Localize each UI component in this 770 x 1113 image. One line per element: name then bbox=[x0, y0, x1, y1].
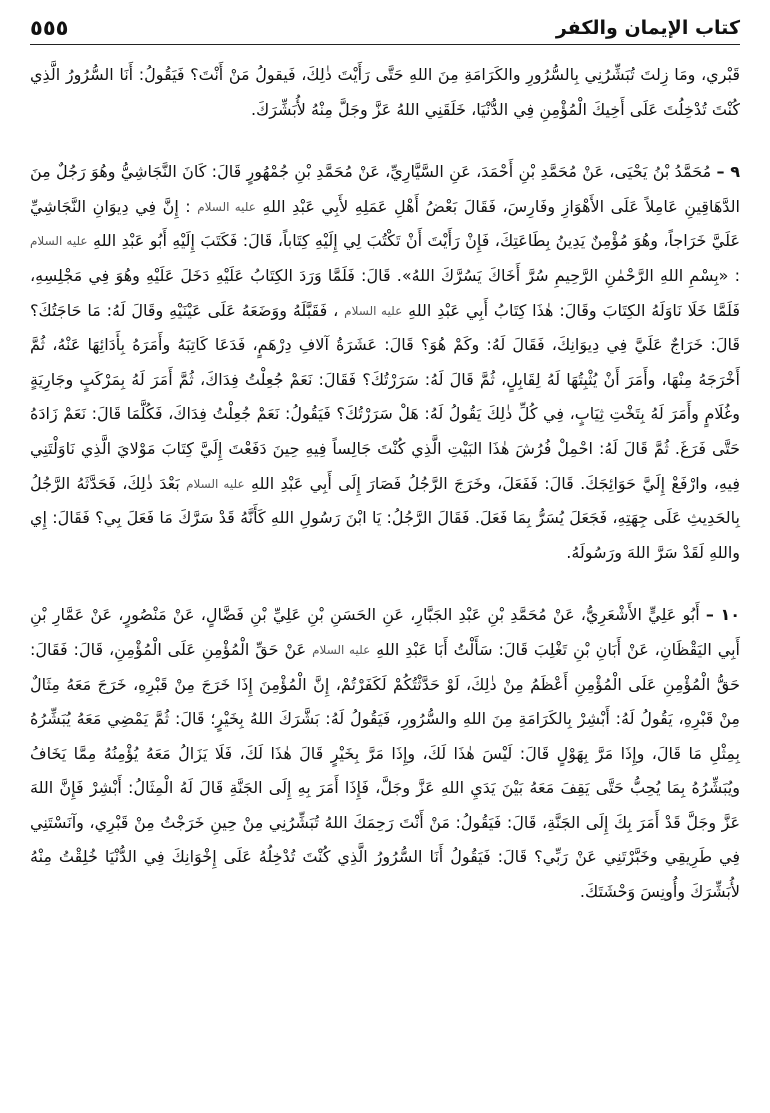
paragraph-text: مُحَمَّدُ بْنُ يَحْيَى، عَنْ مُحَمَّدِ بْنِ أَحْمَدَ، عَنِ السَّيَّارِيِّ، عَنْ مُحَمَّدِ بْنِ جُمْهُورٍ قَالَ: كَانَ النَّجَاشِيُّ وهُوَ رَجُلٌ مِنَ الدَّهَاقِينِ عَامِلاً عَلَى الأَهْوَازِ وفَارِسَ، فَقَالَ بَعْضُ أَهْلِ عَمَلِهِ لأَبِي عَبْدِ اللهِ bbox=[30, 162, 740, 216]
hadith-number: ٩ – bbox=[716, 162, 741, 182]
honorific-symbol: عليه السلام bbox=[186, 476, 245, 491]
paragraph-text: عَنْ حَقِّ الْمُؤْمِنِ عَلَى الْمُؤْمِنِ، قَالَ: فَقَالَ: حَقُّ الْمُؤْمِنِ عَلَى الْمُؤْمِنِ أَعْظَمُ مِنْ ذٰلِكَ، لَوْ حَدَّثْتُكُمْ لَكَفَرْتُمْ، إِنَّ الْمُؤْمِنَ إِذَا خَرَجَ مِنْ قَبْرِهِ، خَرَجَ مَعَهُ مِثَالٌ مِنْ قَبْرِهِ، يَقُولُ لَهُ: أَبْشِرْ بِالكَرَامَةِ مِنَ اللهِ والسُّرُورِ، فَيَقُولُ لَهُ: بَشَّرَكَ اللهُ بِخَيْرٍ؛ قَالَ: ثُمَّ يَمْضِي مَعَهُ يُبَشِّرُهُ بِمِثْلِ مَا قَالَ، وإِذَا مَرَّ بِهَوْلٍ قَالَ: لَيْسَ هٰذَا لَكَ، وإِذَا مَرَّ بِخَيْرٍ قَالَ هٰذَا لَكَ، فَلَا يَزَالُ مَعَهُ يُؤْمِنُهُ مِمَّا يَخَافُ ويُبَشِّرُهُ بِمَا يُحِبُّ حَتَّى يَقِفَ مَعَهُ بَيْنَ يَدَيِ اللهِ عَزَّ وجَلَّ، فَإِذَا أَمَرَ بِهِ إِلَى الجَنَّةِ قَالَ لَهُ الْمِثَالُ: أَبْشِرْ فَإِنَّ اللهَ عَزَّ وجَلَّ قَدْ أَمَرَ بِكَ إِلَى الجَنَّةِ، قَالَ: فَيَقُولُ: مَنْ أَنْتَ رَحِمَكَ اللهُ تُبَشِّرُنِي مِنْ حِينِ خَرَجْتُ مِنْ قَبْرِي، وآنَسْتَنِي فِي طَرِيقِي وخَبَّرْتَنِي عَنْ رَبِّي؟ قَالَ: فَيَقُولُ أَنَا السُّرُورُ الَّذِي كُنْتَ تُدْخِلُهُ عَلَى إِخْوَانِكَ فِي الدُّنْيَا خُلِقْتُ مِنْهُ لأُبَشِّرَكَ وأُونِسَ وَحْشَتَكَ. bbox=[30, 639, 740, 902]
book-title: كتاب الإيمان والكفر bbox=[555, 17, 740, 39]
honorific-symbol: عليه السلام bbox=[312, 642, 371, 657]
honorific-symbol: عليه السلام bbox=[30, 234, 88, 249]
paragraph-text: ، فَقَبَّلَهُ ووَضَعَهُ عَلَى عَيْنَيْهِ وقَالَ لَهُ: مَا حَاجَتُكَ؟ قَالَ: خَرَاجٌ عَلَيَّ فِي دِيوَانِكَ، فَقَالَ لَهُ: وكَمْ هُوَ؟ قَالَ: عَشَرَةُ آلافِ دِرْهَمٍ، فَدَعَا كَاتِبَهُ وأَمَرَهُ بِأَدَائِهَا عَنْهُ، ثُمَّ أَخْرَجَهُ مِنْهَا، وأَمَرَ أَنْ يُثْبِتُهَا لَهُ لِقَابِلٍ، ثُمَّ قَالَ لَهُ: سَرَرْتُكَ؟ فَقَالَ: نَعَمْ جُعِلْتُ فِدَاكَ، ثُمَّ أَمَرَ لَهُ بِمَرْكَبٍ وجَارِيَةٍ وغُلَامٍ وأَمَرَ لَهُ بِتَخْتِ ثِيَابٍ، فِي كُلِّ ذٰلِكَ يَقُولُ لَهُ: هَلْ سَرَرْتُكَ؟ فَيَقُولُ: نَعَمْ جُعِلْتُ فِدَاكَ، فَكُلَّمَا قَالَ: نَعَمْ زَادَهُ حَتَّى فَرَغَ. ثُمَّ قَالَ لَهُ: احْمِلْ فُرُشَ هٰذَا البَيْتِ الَّذِي كُنْتَ جَالِساً فِيهِ حِينَ دَفَعْتَ إِلَيَّ كِتَابَ مَوْلايَ الَّذِي نَاوَلْتَنِي فِيهِ، وارْفَعْ إِلَيَّ حَوَائِجَكَ. قَالَ: فَفَعَلَ، وخَرَجَ الرَّجُلُ فَصَارَ إِلَى أَبِي عَبْدِ اللهِ bbox=[30, 300, 740, 493]
page-number: ٥٥٥ bbox=[30, 16, 69, 40]
honorific-symbol: عليه السلام bbox=[197, 199, 256, 214]
paragraph-continuation bbox=[30, 58, 740, 127]
honorific-symbol: عليه السلام bbox=[344, 303, 403, 318]
page-body bbox=[30, 58, 740, 1113]
paragraph-text: بَعْدَ ذٰلِكَ، فَحَدَّثَهُ الرَّجُلُ بِالحَدِيثِ عَلَى جِهَتِهِ، فَجَعَلَ يُسَرُّ بِمَا فَعَلَ. فَقَالَ الرَّجُلُ: يَا ابْنَ رَسُولِ اللهِ كَأَنَّهُ قَدْ سَرَّكَ مَا فَعَلَ بِي؟ فَقَالَ: إِي واللهِ لَقَدْ سَرَّ اللهَ ورَسُولَهُ. bbox=[30, 473, 740, 562]
paragraph-text: : إِنَّ فِي دِيوَانِ النَّجَاشِيِّ عَلَيَّ خَرَاجاً، وهُوَ مُؤْمِنٌ يَدِينُ بِطَاعَتِكَ، فَإِنْ رَأَيْتَ أَنْ تَكْتُبَ لِي إِلَيْهِ كِتَاباً، قَالَ: فَكَتَبَ إِلَيْهِ أَبُو عَبْدِ اللهِ bbox=[30, 196, 740, 251]
paragraph-text: أَبُو عَلِيٍّ الأَشْعَرِيُّ، عَنْ مُحَمَّدِ بْنِ عَبْدِ الجَبَّارِ، عَنِ الحَسَنِ بْنِ عَلِيِّ بْنِ فَضَّالٍ، عَنْ مَنْصُورٍ، عَنْ عَمَّارِ بْنِ أَبِي اليَقْظَانِ، عَنْ أَبَانِ بْنِ تَغْلِبَ قَالَ: سَأَلْتُ أَبَا عَبْدِ اللهِ bbox=[30, 605, 740, 659]
hadith-paragraph-10 bbox=[30, 598, 740, 909]
paragraph-text: قَبْري، ومَا زِلتَ تُبَشِّرُنِي بِالسُّرُورِ والكَرَامَةِ مِنَ اللهِ حَتَّى رَأَيْتَ ذٰلِكَ، فَيقولُ مَنْ أَنْتَ؟ فَيَقُولُ: أَنَا السُّرُورُ الَّذِي كُنْتَ تُدْخِلُتَ عَلَى أَخِيكَ الْمُؤْمِنِ فِي الدُّنْيَا، خَلَقَنِي اللهُ عَزَّ وجَلَّ مِنْهُ لأُبَشِّرَكَ. bbox=[30, 65, 740, 119]
hadith-paragraph-9 bbox=[30, 155, 740, 570]
paragraph-text: : «بِسْمِ اللهِ الرَّحْمٰنِ الرَّحِيمِ سُرَّ أَخَاكَ يَسُرَّكَ اللهُ». قَالَ: فَلَمَّا وَرَدَ الكِتَابُ عَلَيْهِ دَخَلَ عَلَيْهِ وهُوَ فِي مَجْلِسِهِ، فَلَمَّا خَلَا نَاوَلَهُ الكِتَابَ وقَالَ: هٰذَا كِتَابُ أَبِي عَبْدِ اللهِ bbox=[30, 265, 740, 320]
hadith-number: ١٠ – bbox=[705, 605, 740, 625]
page-header bbox=[30, 12, 740, 45]
